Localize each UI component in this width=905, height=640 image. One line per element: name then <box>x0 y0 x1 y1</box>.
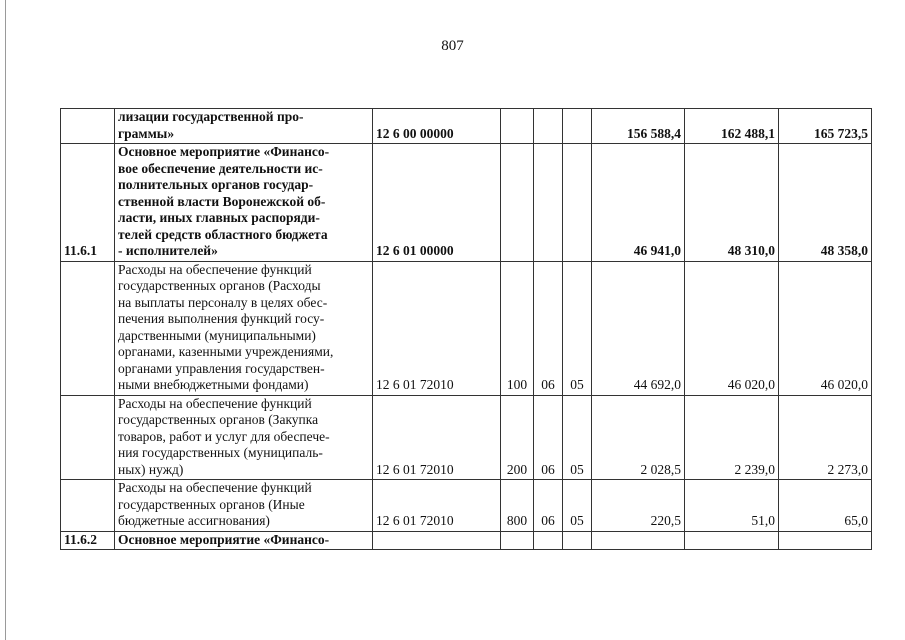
row-sum-year3: 48 358,0 <box>779 144 872 262</box>
row-code <box>373 531 501 550</box>
row-number <box>61 109 115 144</box>
row-pr <box>563 531 592 550</box>
row-sum-year2: 48 310,0 <box>685 144 779 262</box>
row-vr <box>501 109 534 144</box>
row-name: Расходы на обеспечение функций государственных органов (Иные бюджетные ассигнования) <box>115 480 373 532</box>
row-rz: 06 <box>534 395 563 480</box>
row-sum-year2: 162 488,1 <box>685 109 779 144</box>
row-number: 11.6.1 <box>61 144 115 262</box>
row-number <box>61 480 115 532</box>
row-vr <box>501 531 534 550</box>
page-number: 807 <box>441 38 464 54</box>
row-name: Основное мероприятие «Финансо- <box>115 531 373 550</box>
row-rz <box>534 144 563 262</box>
row-vr: 100 <box>501 261 534 395</box>
row-sum-year1: 2 028,5 <box>592 395 685 480</box>
row-pr: 05 <box>563 480 592 532</box>
row-code: 12 6 01 72010 <box>373 261 501 395</box>
row-sum-year3 <box>779 531 872 550</box>
row-rz: 06 <box>534 480 563 532</box>
row-number: 11.6.2 <box>61 531 115 550</box>
row-sum-year3: 165 723,5 <box>779 109 872 144</box>
row-sum-year2 <box>685 531 779 550</box>
scan-edge-line <box>5 0 6 640</box>
row-code: 12 6 01 72010 <box>373 480 501 532</box>
row-code: 12 6 01 72010 <box>373 395 501 480</box>
table-row <box>61 395 872 480</box>
table-row <box>61 109 872 144</box>
row-vr: 800 <box>501 480 534 532</box>
row-name: Расходы на обеспечение функций государственных органов (Закупка товаров, работ и услуг для обеспече- ния государственных (муниципаль- ных) нужд) <box>115 395 373 480</box>
row-sum-year1: 46 941,0 <box>592 144 685 262</box>
row-sum-year1: 156 588,4 <box>592 109 685 144</box>
row-pr <box>563 144 592 262</box>
row-rz <box>534 531 563 550</box>
row-rz <box>534 109 563 144</box>
row-code: 12 6 01 00000 <box>373 144 501 262</box>
table-row <box>61 531 872 550</box>
row-vr: 200 <box>501 395 534 480</box>
row-sum-year2: 2 239,0 <box>685 395 779 480</box>
row-number <box>61 395 115 480</box>
budget-table <box>60 108 872 550</box>
row-vr <box>501 144 534 262</box>
table-row <box>61 261 872 395</box>
row-name: лизации государственной про- граммы» <box>115 109 373 144</box>
table-row <box>61 480 872 532</box>
row-sum-year3: 2 273,0 <box>779 395 872 480</box>
row-sum-year1: 220,5 <box>592 480 685 532</box>
table-row <box>61 144 872 262</box>
row-sum-year2: 46 020,0 <box>685 261 779 395</box>
row-number <box>61 261 115 395</box>
row-sum-year1 <box>592 531 685 550</box>
row-sum-year3: 65,0 <box>779 480 872 532</box>
row-sum-year3: 46 020,0 <box>779 261 872 395</box>
row-name: Расходы на обеспечение функций государственных органов (Расходы на выплаты персоналу в целях обес- печения выполнения функций госу- дарственными (муниципальными) органами, казенными учреждениями, органами управления государствен- ными внебюджетными фондами) <box>115 261 373 395</box>
row-sum-year2: 51,0 <box>685 480 779 532</box>
row-pr <box>563 109 592 144</box>
row-code: 12 6 00 00000 <box>373 109 501 144</box>
row-name: Основное мероприятие «Финансо- вое обеспечение деятельности ис- полнительных органов государ- ственной власти Воронежской об- ласти, иных главных распоряди- телей средств областного бюджета - исполнителей» <box>115 144 373 262</box>
row-rz: 06 <box>534 261 563 395</box>
row-pr: 05 <box>563 261 592 395</box>
row-sum-year1: 44 692,0 <box>592 261 685 395</box>
row-pr: 05 <box>563 395 592 480</box>
